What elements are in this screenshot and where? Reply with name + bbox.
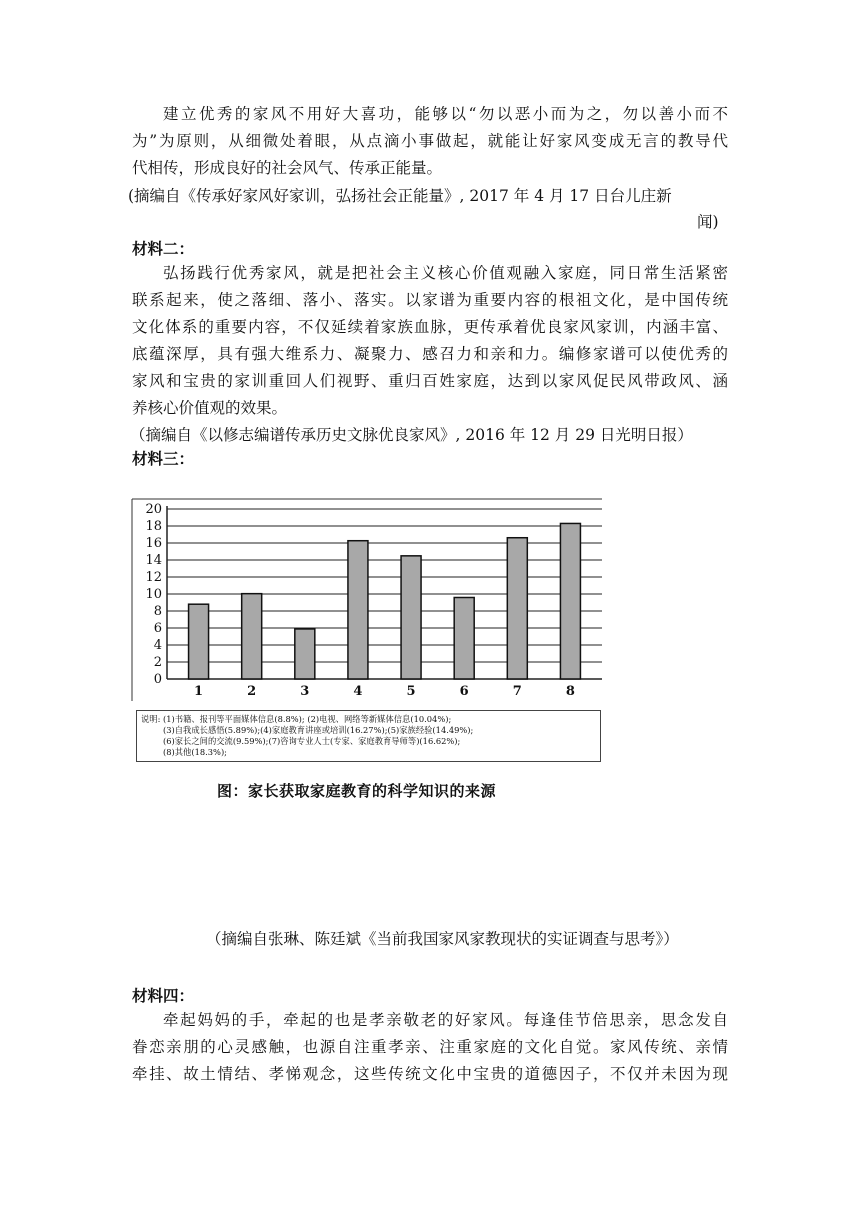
material2-line-5: 家风和宝贵的家训重回人们视野、重归百姓家庭，达到以家风促民风带政风、涵 xyxy=(132,372,728,390)
y-tick-label: 20 xyxy=(145,502,162,517)
legend-line: 说明: (1)书籍、报刊等平面媒体信息(8.8%); (2)电视、网络等新媒体信息(10.04%); xyxy=(141,714,452,724)
material4-line-2: 眷恋亲朋的心灵感触，也源自注重孝亲、注重家庭的文化自觉。家风传统、亲情 xyxy=(132,1038,728,1056)
y-tick-label: 12 xyxy=(145,570,162,585)
bar xyxy=(189,604,209,679)
y-tick-label: 16 xyxy=(145,536,162,551)
y-tick-label: 2 xyxy=(153,655,162,670)
material2-line-4: 底蕴深厚，具有强大维系力、凝聚力、感召力和亲和力。编修家谱可以使优秀的 xyxy=(132,345,728,363)
material2-line-6: 养核心价值观的效果。 xyxy=(132,399,288,417)
y-tick-label: 0 xyxy=(153,672,162,687)
chart-caption: 图：家长获取家庭教育的科学知识的来源 xyxy=(217,782,497,800)
material2-line-3: 文化体系的重要内容，不仅延续着家族血脉，更传承着优良家风家训，内涵丰富、 xyxy=(132,318,728,336)
y-tick-label: 6 xyxy=(153,621,162,636)
source-citation-3: （摘编自张琳、陈廷斌《当前我国家风家教现状的实证调查与思考》） xyxy=(206,930,679,948)
chart-legend xyxy=(136,710,601,762)
heading-material-2: 材料二： xyxy=(132,239,195,258)
material4-line-3: 牵挂、故土情结、孝悌观念，这些传统文化中宝贵的道德因子，不仅并未因为现 xyxy=(132,1065,728,1083)
legend-line: (3)自我成长感悟(5.89%);(4)家庭教育讲座或培训(16.27%);(5)家族经验(14.49%); xyxy=(163,725,474,735)
y-tick-label: 18 xyxy=(145,519,162,534)
bar xyxy=(507,538,527,679)
bar xyxy=(348,541,368,679)
bar-chart-plot xyxy=(127,488,607,710)
x-tick-label: 3 xyxy=(300,684,310,699)
bar xyxy=(560,523,580,679)
legend-line: (8)其他(18.3%); xyxy=(163,747,227,757)
bar-chart xyxy=(127,488,607,778)
bar xyxy=(295,629,315,679)
source-citation-1-cont: 闻) xyxy=(697,213,719,231)
y-tick-label: 10 xyxy=(145,587,162,602)
source-citation-1: (摘编自《传承好家风好家训，弘扬社会正能量》, 2017 年 4 月 17 日台儿庄新 xyxy=(128,187,672,205)
intro-line-1: 建立优秀的家风不用好大喜功，能够以“勿以恶小而为之，勿以善小而不 xyxy=(163,105,728,123)
y-tick-label: 14 xyxy=(145,553,162,568)
material2-line-2: 联系起来，使之落细、落小、落实。以家谱为重要内容的根祖文化，是中国传统 xyxy=(132,291,728,309)
bar xyxy=(242,594,262,679)
x-tick-label: 5 xyxy=(406,684,416,699)
intro-line-3: 代相传，形成良好的社会风气、传承正能量。 xyxy=(132,159,443,177)
legend-line: (6)家长之间的交流(9.59%);(7)咨询专业人士(专家、家庭教育导师等)(16.62%); xyxy=(163,736,461,746)
x-tick-label: 7 xyxy=(512,684,522,699)
source-citation-2: （摘编自《以修志编谱传承历史文脉优良家风》, 2016 年 12 月 29 日光明日报） xyxy=(130,426,693,444)
material2-line-1: 弘扬践行优秀家风，就是把社会主义核心价值观融入家庭，同日常生活紧密 xyxy=(163,264,728,282)
heading-material-3: 材料三： xyxy=(132,449,195,468)
x-tick-label: 8 xyxy=(565,684,575,699)
intro-line-2: 为”为原则，从细微处着眼，从点滴小事做起，就能让好家风变成无言的教导代 xyxy=(132,132,728,150)
material4-line-1: 牵起妈妈的手，牵起的也是孝亲敬老的好家风。每逢佳节倍思亲，思念发自 xyxy=(163,1011,728,1029)
heading-material-4: 材料四： xyxy=(132,986,195,1005)
x-tick-label: 4 xyxy=(353,684,363,699)
x-tick-label: 6 xyxy=(459,684,469,699)
bar xyxy=(454,597,474,679)
x-tick-label: 2 xyxy=(247,684,257,699)
y-tick-label: 4 xyxy=(153,638,162,653)
x-tick-label: 1 xyxy=(194,684,204,699)
bar xyxy=(401,556,421,679)
y-tick-label: 8 xyxy=(153,604,162,619)
